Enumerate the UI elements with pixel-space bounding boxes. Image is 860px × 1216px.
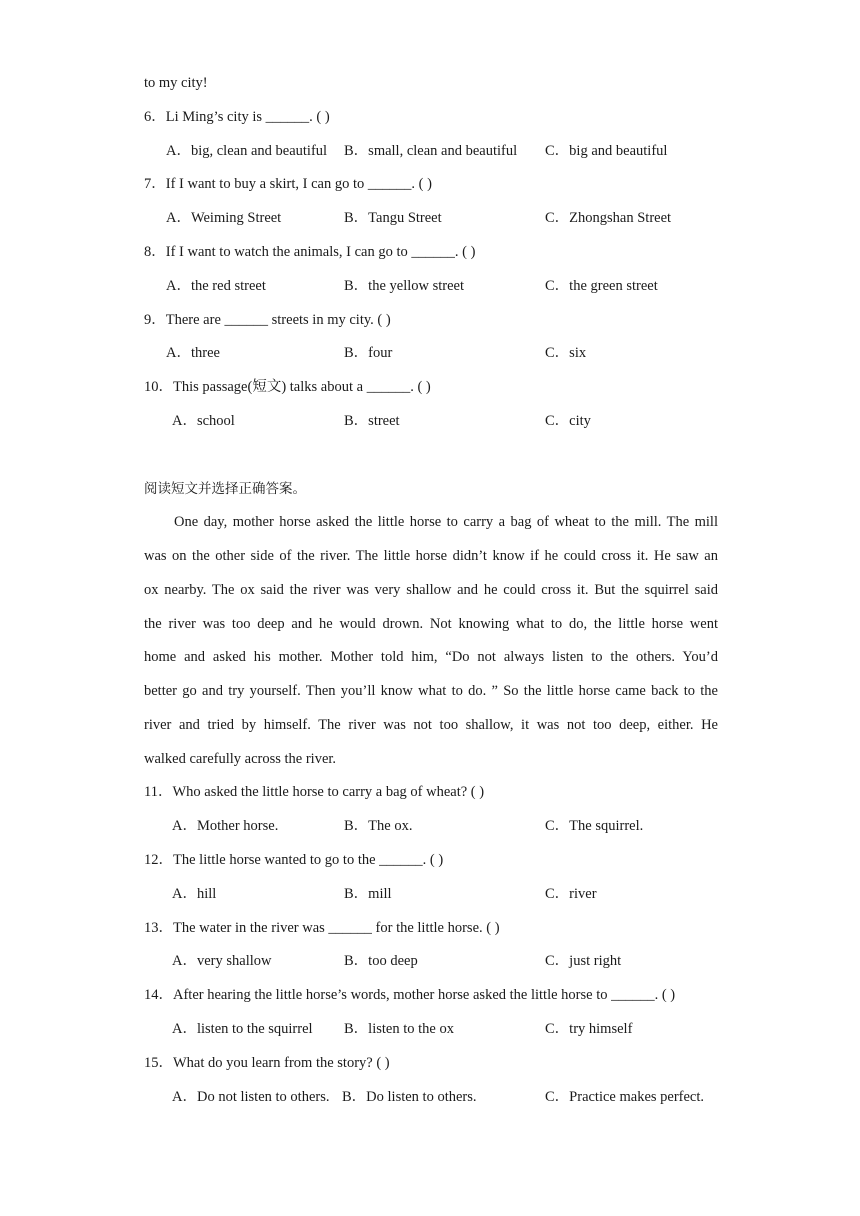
question-15-stem: 15．What do you learn from the story? ( ) — [144, 1055, 390, 1071]
question-11-option-a[interactable]: A．Mother horse. — [172, 818, 279, 834]
passage-line: the river was too deep and he would drown. Not knowing what to do, the little horse went — [144, 616, 718, 632]
question-8-stem: 8．If I want to watch the animals, I can go to ______. ( ) — [144, 244, 476, 260]
question-9-option-b[interactable]: B．four — [344, 345, 393, 361]
passage-line: One day, mother horse asked the little horse to carry a bag of wheat to the mill. The mill — [174, 514, 718, 530]
question-6-stem: 6．Li Ming’s city is ______. ( ) — [144, 109, 330, 125]
passage-line: ox nearby. The ox said the river was very shallow and he could cross it. But the squirrel said — [144, 582, 718, 598]
section-instruction: 阅读短文并选择正确答案。 — [144, 481, 306, 497]
question-8-option-b[interactable]: B．the yellow street — [344, 278, 465, 294]
question-8-option-c[interactable]: C．the green street — [545, 278, 658, 294]
question-9-option-c[interactable]: C．six — [545, 345, 587, 361]
question-12-stem: 12．The little horse wanted to go to the ______. ( ) — [144, 852, 444, 868]
question-13-stem: 13．The water in the river was ______ for the little horse. ( ) — [144, 920, 500, 936]
passage-line: walked carefully across the river. — [144, 751, 337, 767]
question-11-stem: 11．Who asked the little horse to carry a bag of wheat? ( ) — [144, 784, 485, 800]
question-15-option-c[interactable]: C．Practice makes perfect. — [545, 1089, 705, 1105]
question-10-option-c[interactable]: C．city — [545, 413, 591, 429]
question-8-option-a[interactable]: A．the red street — [166, 278, 266, 294]
question-10-option-b[interactable]: B．street — [344, 413, 400, 429]
question-13-option-c[interactable]: C．just right — [545, 953, 622, 969]
question-7-option-b[interactable]: B．Tangu Street — [344, 210, 442, 226]
passage-tail: to my city! — [144, 75, 208, 91]
passage-line: home and asked his mother. Mother told him, “Do not always listen to the others. You’d — [144, 649, 718, 665]
question-10-option-a[interactable]: A．school — [172, 413, 235, 429]
question-9-stem: 9．There are ______ streets in my city. ( ) — [144, 312, 391, 328]
question-12-option-c[interactable]: C．river — [545, 886, 597, 902]
question-15-option-b[interactable]: B．Do listen to others. — [342, 1089, 477, 1105]
question-14-option-a[interactable]: A．listen to the squirrel — [172, 1021, 313, 1037]
question-11-option-b[interactable]: B．The ox. — [344, 818, 413, 834]
passage-line: was on the other side of the river. The little horse didn’t know if he could cross it. He saw an — [144, 548, 718, 564]
question-12-option-a[interactable]: A．hill — [172, 886, 217, 902]
passage-line: better go and try yourself. Then you’ll know what to do. ” So the little horse came back to the — [144, 683, 718, 699]
question-9-option-a[interactable]: A．three — [166, 345, 220, 361]
question-7-stem: 7．If I want to buy a skirt, I can go to ______. ( ) — [144, 176, 432, 192]
question-15-option-a[interactable]: A．Do not listen to others. — [172, 1089, 330, 1105]
question-12-option-b[interactable]: B．mill — [344, 886, 392, 902]
question-6-option-a[interactable]: A．big, clean and beautiful — [166, 143, 328, 159]
question-14-option-b[interactable]: B．listen to the ox — [344, 1021, 454, 1037]
question-7-option-c[interactable]: C．Zhongshan Street — [545, 210, 672, 226]
question-7-option-a[interactable]: A．Weiming Street — [166, 210, 282, 226]
question-14-option-c[interactable]: C．try himself — [545, 1021, 633, 1037]
question-13-option-b[interactable]: B．too deep — [344, 953, 418, 969]
question-13-option-a[interactable]: A．very shallow — [172, 953, 272, 969]
question-14-stem: 14．After hearing the little horse’s words, mother horse asked the little horse to ______. ( ) — [144, 987, 676, 1003]
passage-line: river and tried by himself. The river was not too shallow, it was not too deep, either. He — [144, 717, 718, 733]
question-6-option-b[interactable]: B．small, clean and beautiful — [344, 143, 518, 159]
question-6-option-c[interactable]: C．big and beautiful — [545, 143, 668, 159]
question-10-stem: 10．This passage(短文) talks about a ______. ( ) — [144, 379, 431, 395]
question-11-option-c[interactable]: C．The squirrel. — [545, 818, 644, 834]
